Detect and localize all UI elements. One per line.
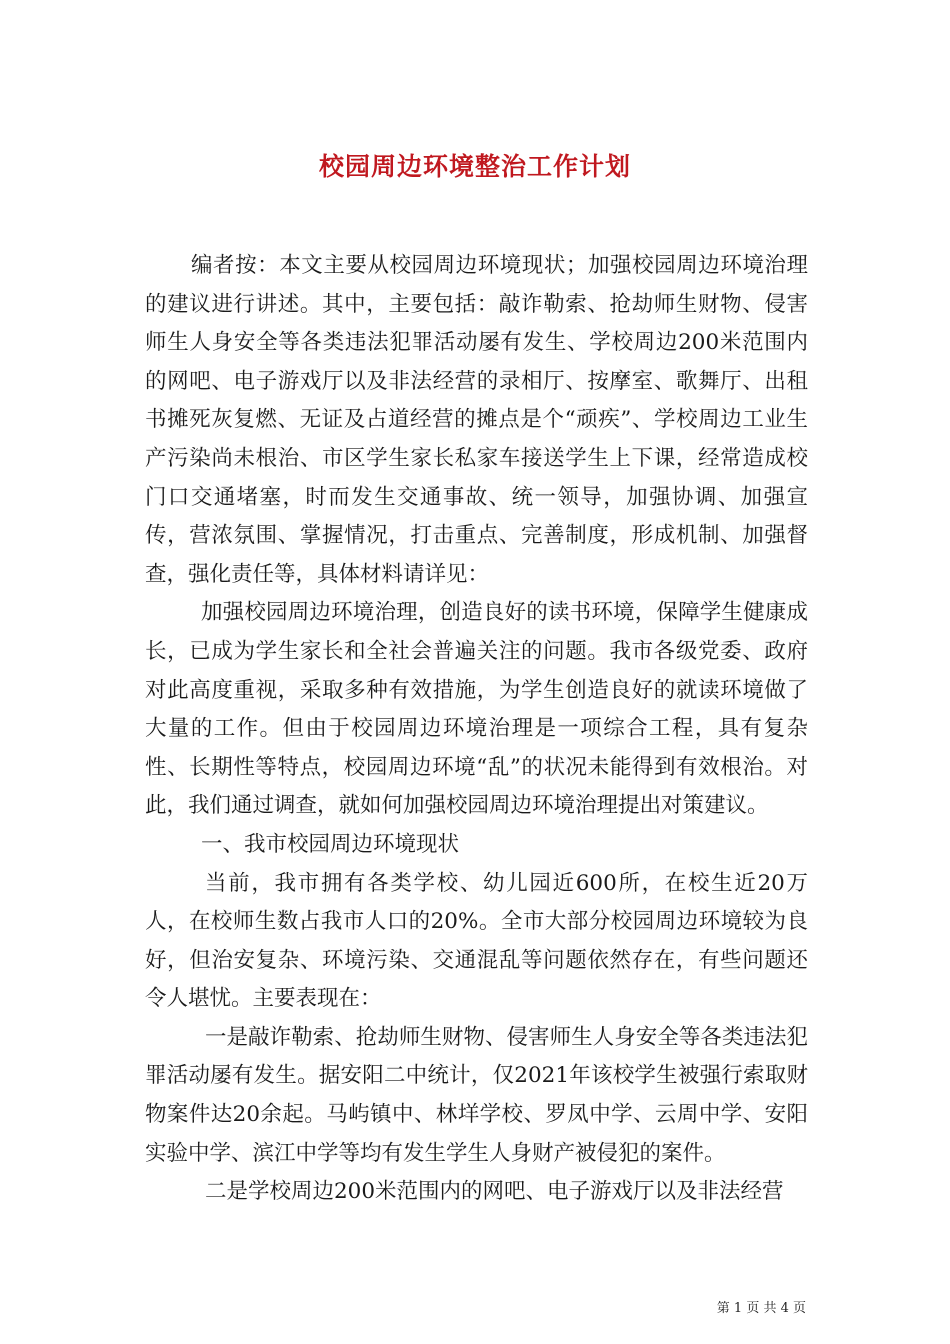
page-number: 第 1 页 共 4 页: [716, 1301, 806, 1316]
section-heading: 一、我市校园周边环境现状: [201, 831, 460, 857]
document-body: [145, 247, 808, 1212]
intro-paragraph: 加强校园周边环境治理，创造良好的读书环境，保障学生健康成长，已成为学生家长和全社会普遍关注的问题。我市各级党委、政府对此高度重视，采取多种有效措施，为学生创造良好的就读环境做了大量的工作。但由于校园周边环境治理是一项综合工程，具有复杂性、长期性等特点，校园周边环境“乱”的状况未能得到有效根治。对此，我们通过调查，就如何加强校园周边环境治理提出对策建议。: [145, 600, 808, 819]
issue-two-paragraph: 二是学校周边200米范围内的网吧、电子游戏厅以及非法经营: [205, 1179, 784, 1205]
editor-note-paragraph: 编者按：本文主要从校园周边环境现状；加强校园周边环境治理的建议进行讲述。其中，主要包括：敲诈勒索、抢劫师生财物、侵害师生人身安全等各类违法犯罪活动屡有发生、学校周边200米范围内的网吧、电子游戏厅以及非法经营的录相厅、按摩室、歌舞厅、出租书摊死灰复燃、无证及占道经营的摊点是个“顽疾”、学校周边工业生产污染尚未根治、市区学生家长私家车接送学生上下课，经常造成校门口交通堵塞，时而发生交通事故、统一领导，加强协调、加强宣传，营浓氛围、掌握情况，打击重点、完善制度，形成机制、加强督查，强化责任等，具体材料请详见：: [145, 253, 808, 587]
page-title: 校园周边环境整治工作计划: [318, 151, 631, 181]
status-paragraph: 当前，我市拥有各类学校、幼儿园近600所，在校生近20万人，在校师生数占我市人口的20%。全市大部分校园周边环境较为良好，但治安复杂、环境污染、交通混乱等问题依然存在，有些问题还令人堪忧。主要表现在：: [145, 870, 808, 1012]
issue-one-paragraph: 一是敲诈勒索、抢劫师生财物、侵害师生人身安全等各类违法犯罪活动屡有发生。据安阳二中统计，仅2021年该校学生被强行索取财物案件达20余起。马屿镇中、林垟学校、罗凤中学、云周中学、安阳实验中学、滨江中学等均有发生学生人身财产被侵犯的案件。: [145, 1024, 808, 1166]
